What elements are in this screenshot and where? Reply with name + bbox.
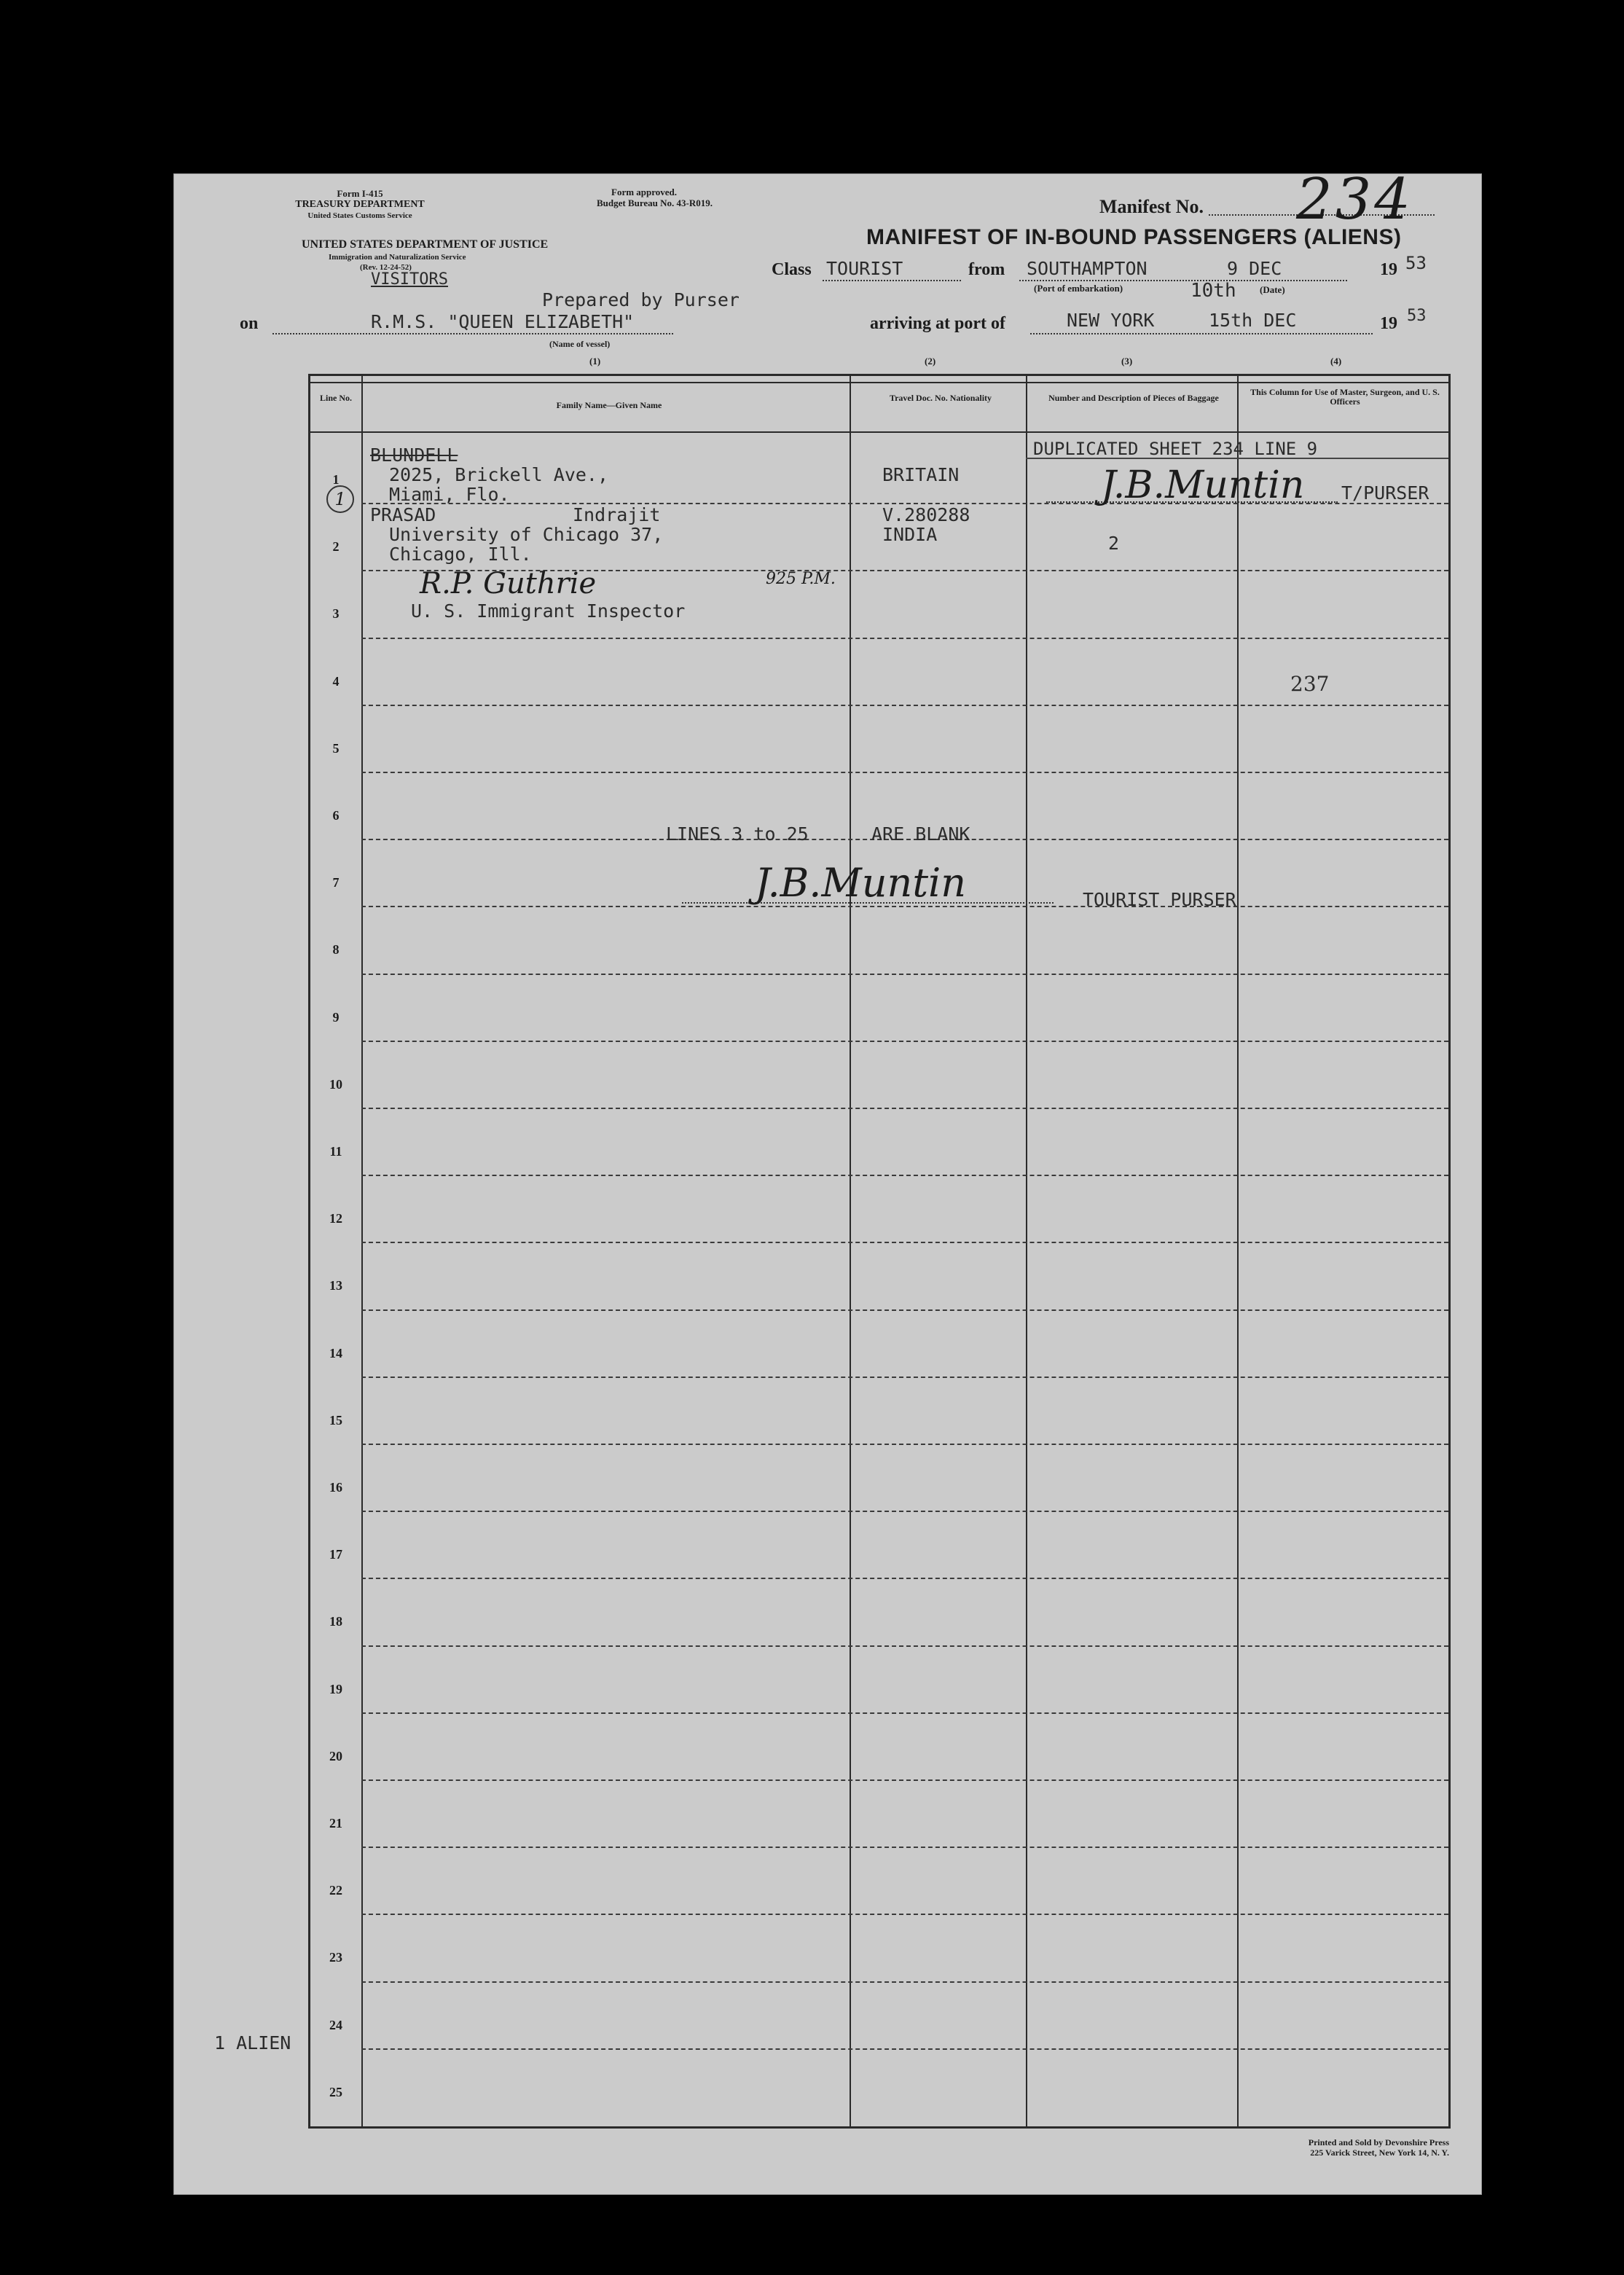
- line-number: 8: [332, 942, 340, 958]
- circled-number: 1: [326, 485, 354, 513]
- header-rule: [310, 431, 1448, 433]
- justice-label: UNITED STATES DEPARTMENT OF JUSTICE: [302, 238, 549, 251]
- arrival-date: 15th DEC: [1209, 310, 1297, 331]
- arrival-port: NEW YORK: [1067, 310, 1155, 331]
- vessel-name: R.M.S. "QUEEN ELIZABETH": [371, 311, 635, 332]
- vessel-note: (Name of vessel): [549, 339, 611, 349]
- entry-duplicated-note: DUPLICATED SHEET 234 LINE 9: [1033, 439, 1318, 459]
- row-divider: [361, 974, 1448, 975]
- line-number: 12: [329, 1211, 342, 1226]
- row-divider: [361, 1108, 1448, 1109]
- port-note: (Port of embarkation): [1034, 283, 1123, 294]
- row-divider: [361, 1847, 1448, 1848]
- col-num-2: (2): [925, 356, 936, 367]
- margin-note: 1 ALIEN: [214, 2032, 291, 2053]
- vessel-line: [272, 333, 673, 334]
- row-divider: [361, 1578, 1448, 1579]
- header-rule: [310, 382, 1448, 383]
- row-divider: [361, 1444, 1448, 1445]
- year-1: 53: [1405, 253, 1427, 273]
- printer-line-2: 225 Varick Street, New York 14, N. Y.: [1310, 2147, 1449, 2158]
- from-value: SOUTHAMPTON: [1027, 258, 1148, 279]
- line-number: 1: [332, 472, 340, 487]
- treasury-label: TREASURY DEPARTMENT: [295, 199, 425, 210]
- line-number: 13: [329, 1278, 342, 1293]
- row-divider: [361, 705, 1448, 706]
- col-num-4: (4): [1330, 356, 1342, 367]
- entry-t-purser: T/PURSER: [1341, 482, 1429, 504]
- line-number: 2: [332, 539, 340, 555]
- row-divider: [361, 1779, 1448, 1781]
- date-note: (Date): [1260, 284, 1285, 295]
- entry-prasad-address-2: Chicago, Ill.: [389, 544, 532, 565]
- line-number: 11: [329, 1144, 342, 1159]
- arrival-line: [1030, 333, 1373, 334]
- prepared-by: Prepared by Purser: [542, 289, 740, 310]
- printer-line-1: Printed and Sold by Devonshire Press: [1308, 2137, 1449, 2147]
- row-divider: [361, 1914, 1448, 1915]
- entry-prasad-name: PRASAD: [370, 504, 436, 525]
- row-divider: [361, 906, 1448, 907]
- row-divider: [361, 1242, 1448, 1243]
- entry-blundell-nationality: BRITAIN: [882, 464, 960, 485]
- customs-label: United States Customs Service: [307, 211, 412, 220]
- manifest-no-label: Manifest No.: [1099, 196, 1204, 217]
- from-line: [1019, 280, 1347, 281]
- line-number: 23: [329, 1950, 342, 1965]
- class-line: [823, 280, 961, 281]
- row-divider: [361, 1712, 1448, 1714]
- entry-inspection-time: 925 P.M.: [766, 570, 836, 588]
- year-prefix-1: 19: [1380, 260, 1397, 279]
- header-travel-doc: Travel Doc. No. Nationality: [889, 393, 992, 403]
- entry-lines-blank: LINES 3 to 25: [666, 823, 809, 845]
- year-prefix-2: 19: [1380, 314, 1397, 333]
- line-number: 5: [332, 740, 340, 756]
- header-officers: This Column for Use of Master, Surgeon, and U. S. Officers: [1250, 387, 1440, 407]
- entry-are-blank: ARE BLANK: [871, 823, 970, 845]
- row-divider: [361, 1041, 1448, 1042]
- row-divider: [361, 1309, 1448, 1311]
- col-num-3: (3): [1121, 356, 1133, 367]
- date-hand: 10th: [1190, 280, 1236, 302]
- arriving-label: arriving at port of: [870, 314, 1005, 333]
- line-number: 15: [329, 1412, 342, 1428]
- col-num-1: (1): [589, 356, 601, 367]
- manifest-no-value: 234: [1296, 173, 1413, 232]
- entry-prasad-given-name: Indrajit: [573, 504, 661, 525]
- row-divider: [361, 1511, 1448, 1512]
- row-divider: [361, 1981, 1448, 1983]
- ins-label: Immigration and Naturalization Service: [329, 253, 466, 262]
- visitors-stamp: VISITORS: [371, 270, 448, 289]
- line-number: 21: [329, 1816, 342, 1830]
- line-number: 16: [329, 1480, 342, 1495]
- manifest-title: MANIFEST OF IN-BOUND PASSENGERS (ALIENS): [866, 225, 1402, 249]
- manifest-sheet: [173, 173, 1482, 2195]
- entry-prasad-nationality: INDIA: [882, 524, 938, 545]
- class-value: TOURIST: [826, 258, 903, 279]
- row-divider: [361, 772, 1448, 773]
- line-number: 20: [329, 1748, 342, 1763]
- form-number: Form I-415: [337, 188, 383, 199]
- purser-signature: J.B.Muntin: [1101, 463, 1305, 507]
- line-number: 24: [329, 2017, 342, 2032]
- line-number: 18: [329, 1614, 342, 1629]
- header-line-no: Line No.: [319, 393, 352, 403]
- line-number: 17: [329, 1547, 342, 1562]
- entry-inspector-label: U. S. Immigrant Inspector: [411, 600, 686, 622]
- entry-blundell-name: BLUNDELL: [370, 445, 458, 466]
- header-baggage: Number and Description of Pieces of Baggage: [1048, 393, 1219, 403]
- row-divider: [361, 638, 1448, 639]
- line-number: 19: [329, 1681, 342, 1696]
- form-approved: Form approved.: [611, 187, 678, 197]
- entry-tourist-purser: TOURIST PURSER: [1083, 889, 1236, 910]
- line-number: 25: [329, 2084, 342, 2099]
- entry-blundell-address-2: Miami, Flo.: [389, 484, 510, 505]
- line-number: 22: [329, 1883, 342, 1898]
- entry-blundell-address-1: 2025, Brickell Ave.,: [389, 464, 609, 485]
- rev-label: (Rev. 12-24-52): [360, 263, 412, 272]
- passenger-table: [308, 374, 1451, 2129]
- embark-date: 9 DEC: [1227, 258, 1282, 279]
- line-number: 9: [332, 1009, 340, 1025]
- row-divider: [361, 1377, 1448, 1378]
- row-divider: [361, 1175, 1448, 1176]
- line-number: 3: [332, 606, 340, 622]
- header-family-name: Family Name—Given Name: [556, 400, 662, 410]
- inspector-signature: R.P. Guthrie: [420, 567, 597, 600]
- on-label: on: [240, 314, 259, 333]
- line-number: 6: [332, 808, 340, 823]
- entry-prasad-doc: V.280288: [882, 504, 970, 525]
- line-number: 4: [332, 673, 340, 689]
- year-2: 53: [1407, 307, 1427, 325]
- from-label: from: [968, 260, 1005, 279]
- strike-rule: [1026, 458, 1448, 459]
- budget-bureau: Budget Bureau No. 43-R019.: [597, 197, 713, 208]
- class-label: Class: [772, 260, 812, 279]
- line-number: 7: [332, 875, 340, 890]
- line-number: 14: [329, 1345, 342, 1360]
- entry-prasad-baggage: 2: [1108, 533, 1120, 554]
- row-divider: [361, 2048, 1448, 2050]
- entry-officer-number: 237: [1290, 672, 1330, 696]
- tourist-purser-signature: J.B.Muntin: [755, 860, 967, 906]
- line-number: 10: [329, 1076, 342, 1092]
- row-divider: [361, 1645, 1448, 1647]
- entry-prasad-address-1: University of Chicago 37,: [389, 524, 664, 545]
